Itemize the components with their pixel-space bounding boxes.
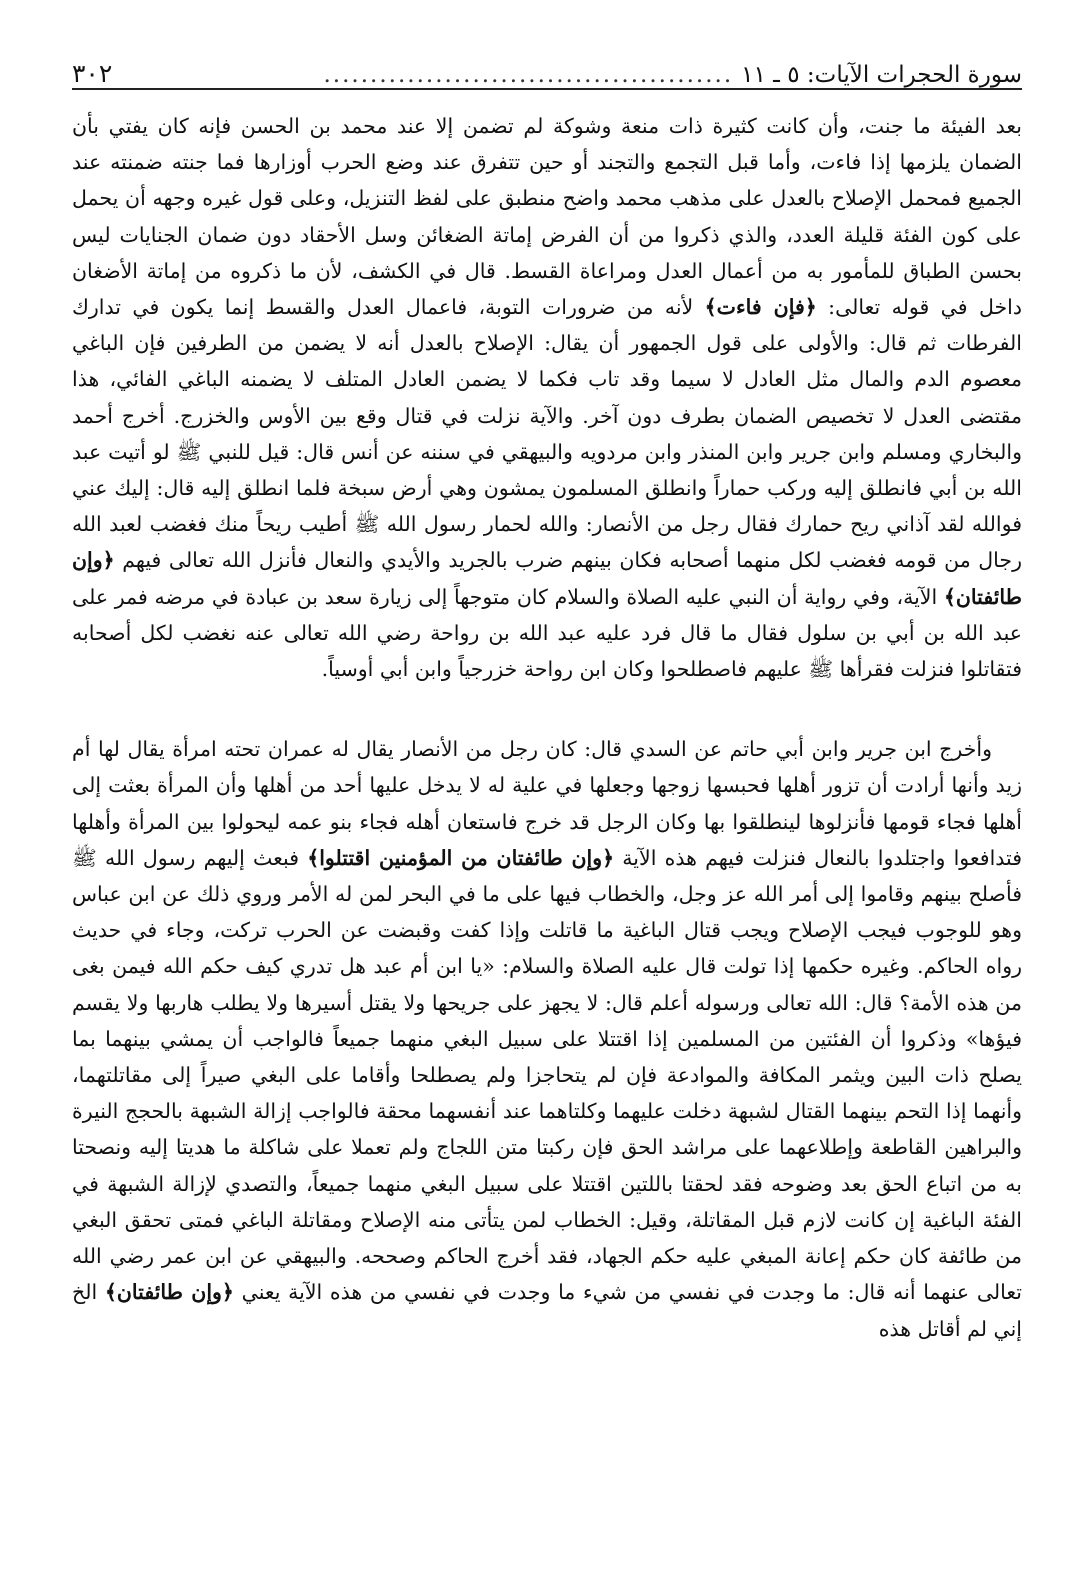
body-paragraph xyxy=(72,731,1022,1346)
header-leader-dots: ............................................ xyxy=(323,62,734,88)
body-paragraph xyxy=(72,108,1022,687)
page-number: ٣٠٢ xyxy=(72,59,113,88)
text-segment: بعد الفيئة ما جنت، وأن كانت كثيرة ذات منعة وشوكة لم تضمن إلا عند محمد بن الحسن فإنه كان يفتي بأن الضمان يلزمها إذا فاءت، وأما قبل التجمع والتجند أو حين تتفرق عند وضع الحرب أوزارها فما جنته ضمنته عند الجميع فمحمل الإصلاح بالعدل على مذهب محمد واضح منطبق على لفظ التنزيل، وعلى قول غيره وجهه أن يحمل على كون الفئة قليلة العدد، والذي ذكروا من أن الفرض إماتة الضغائن وسل الأحقاد دون ضمان الجنايات ليس بحسن الطباق للمأمور به من أعمال العدل ومراعاة القسط. قال في الكشف، لأن ما ذكروه من إماتة الأضغان داخل في قوله تعالى: xyxy=(72,114,1022,320)
quran-quote: ﴿وإن طائفتان﴾ xyxy=(104,1280,234,1305)
header-title: سورة الحجرات الآيات: ٥ ـ ١١ xyxy=(741,62,1022,88)
page xyxy=(72,40,1022,1347)
text-segment: فبعث إليهم رسول الله ﷺ فأصلح بينهم وقاموا إلى أمر الله عز وجل، والخطاب فيها على ما في البحر لمن له الأمر وروي ذلك عن ابن عباس وهو للوجوب فيجب الإصلاح ويجب قتال الباغية ما قاتلت وإذا كفت وقبضت عن الحرب تركت، وجاء في حديث رواه الحاكم. وغيره حكمها إذا تولت قال عليه الصلاة والسلام: «يا ابن أم عبد هل تدري كيف حكم الله فيمن بغى من هذه الأمة؟ قال: الله تعالى ورسوله أعلم قال: لا يجهز على جريحها ولا يقتل أسيرها ولا يطلب هاربها ولا يقسم فيؤها» وذكروا أن الفئتين من المسلمين إذا اقتتلا على سبيل البغي منهما جميعاً فالواجب أن يمشي بينهما بما يصلح ذات البين ويثمر المكافة والموادعة فإن لم يتحاجزا ولم يصطلحا وأقاما على البغي صيراً إلى مقاتلتهما، وأنهما إذا التحم بينهما القتال لشبهة دخلت عليهما وكلتاهما عند أنفسهما محقة فالواجب إزالة الشبهة بالحجج النيرة والبراهين القاطعة وإطلاعهما على مراشد الحق فإن ركبتا متن اللجاج ولم تعملا على شاكلة ما هديتا إليه ونصحتا به من اتباع الحق بعد وضوحه فقد لحقتا باللتين اقتتلا على سبيل البغي منهما جميعاً، والتصدي لإزالة الشبهة في الفئة الباغية إن كانت لازم قبل المقاتلة، وقيل: الخطاب لمن يتأتى منه الإصلاح ومقاتلة الباغي فمتى تحقق البغي من طائفة كان حكم إعانة المبغي عليه حكم الجهاد، فقد أخرج الحاكم وصححه. والبيهقي عن ابن عمر رضي الله تعالى عنهما أنه قال: ما وجدت في نفسي من شيء ما وجدت في نفسي من هذه الآية يعني xyxy=(72,845,1022,1305)
quran-quote: ﴿فإن فاءت﴾ xyxy=(704,295,817,320)
quran-quote: ﴿وإن طائفتان﴾ xyxy=(72,548,1022,609)
text-segment: الآية، وفي رواية أن النبي عليه الصلاة والسلام كان متوجهاً إلى زيارة سعد بن عبادة في مرضه فمر على عبد الله بن أبي بن سلول فقال ما قال فرد عليه عبد الله بن رواحة رضي الله تعالى عنه نغضب لكل أصحابه فتقاتلوا فنزلت فقرأها ﷺ عليهم فاصطلحوا وكان ابن رواحة خزرجياً وابن أبي أوسياً. xyxy=(72,584,1022,682)
text-segment: وأخرج ابن جرير وابن أبي حاتم عن السدي قال: كان رجل من الأنصار يقال له عمران تحته امرأة يقال لها أم زيد وأنها أرادت أن تزور أهلها فحبسها زوجها وجعلها في علية له لا يدخل عليها أحد من أهلها وأن المرأة بعثت إلى أهلها فجاء قومها فأنزلوها لينطلقوا بها وكان الرجل قد خرج فاستعان أهله فجاء بنو عمه ليحولوا بين المرأة وأهلها فتدافعوا واجتلدوا بالنعال فنزلت فيهم هذه الآية xyxy=(72,737,1023,870)
quran-quote: ﴿وإن طائفتان من المؤمنين اقتتلوا﴾ xyxy=(307,845,615,870)
text-segment: الخ إني لم أقاتل هذه xyxy=(72,1280,1022,1341)
running-header xyxy=(72,40,1022,90)
text-segment: لأنه من ضرورات التوبة، فاعمال العدل والقسط إنما يكون في تدارك الفرطات ثم قال: والأولى على قول الجمهور أن يقال: الإصلاح بالعدل أنه لا يضمن من الطرفين فإن الباغي معصوم الدم والمال مثل العادل لا سيما وقد تاب فكما لا يضمن العادل المتلف لا يضمنه الباغي الفائي، هذا مقتضى العدل لا تخصيص الضمان بطرف دون آخر. والآية نزلت في قتال وقع بين الأوس والخزرج. أخرج أحمد والبخاري ومسلم وابن جرير وابن المنذر وابن مردويه والبيهقي في سننه عن أنس قال: قيل للنبي ﷺ لو أتيت عبد الله بن أبي فانطلق إليه وركب حماراً وانطلق المسلمون يمشون وهي أرض سبخة فلما انطلق إليه قال: إليك عني فوالله لقد آذاني ريح حمارك فقال رجل من الأنصار: والله لحمار رسول الله ﷺ أطيب ريحاً منك فغضب لعبد الله رجال من قومه فغضب لكل منهما أصحابه فكان بينهم ضرب بالجريد والأيدي والنعال فأنزل الله تعالى فيهم xyxy=(72,295,1022,573)
